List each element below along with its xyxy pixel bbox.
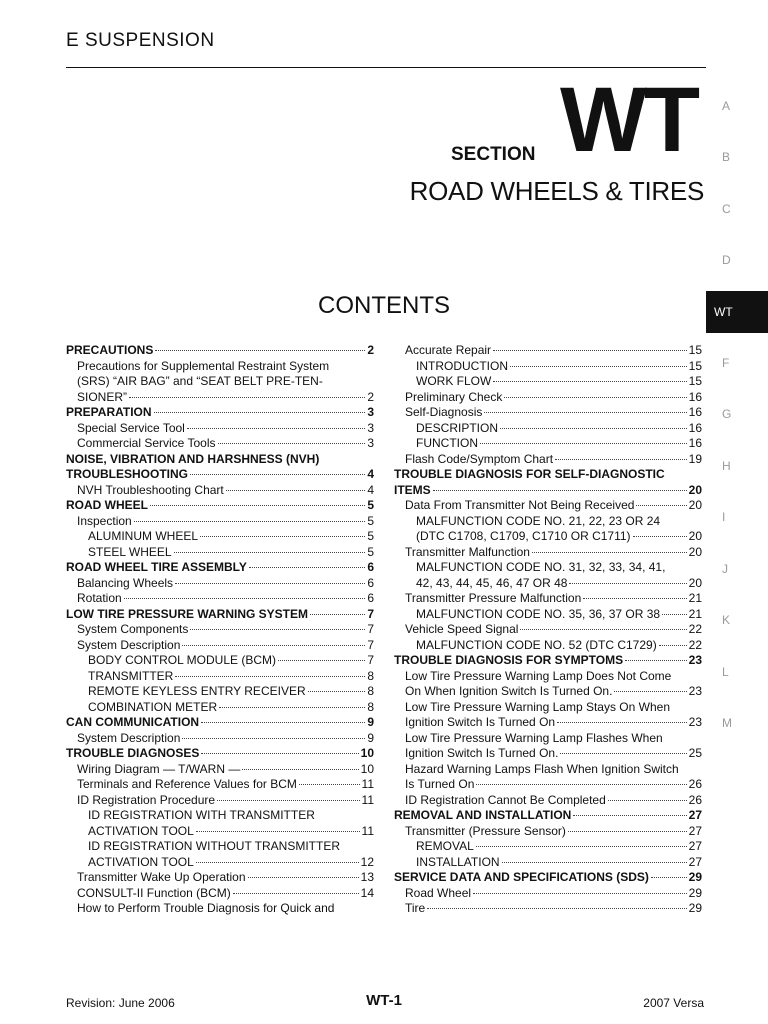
header-rule — [66, 67, 706, 68]
toc-leader-dots — [504, 396, 686, 398]
toc-entry-page: 3 — [367, 436, 374, 450]
footer-page-id: WT-1 — [366, 992, 402, 1009]
toc-entry[interactable] — [394, 746, 702, 762]
toc-entry-text: SIONER” — [77, 389, 128, 404]
toc-entry[interactable] — [394, 421, 702, 437]
toc-right-column — [394, 343, 702, 917]
toc-entry[interactable] — [394, 901, 702, 917]
toc-leader-dots — [200, 535, 365, 537]
toc-entry-text: REMOTE KEYLESS ENTRY RECEIVER — [88, 684, 306, 698]
toc-entry-text: Inspection — [77, 513, 132, 528]
toc-entry-page: 11 — [361, 823, 374, 838]
toc-entry-page: 16 — [688, 405, 702, 419]
toc-entry[interactable] — [66, 777, 374, 793]
toc-entry[interactable] — [66, 669, 374, 685]
toc-entry[interactable] — [394, 669, 702, 685]
toc-entry-page: 16 — [688, 420, 702, 435]
toc-entry[interactable] — [394, 343, 702, 359]
toc-entry-page: 11 — [361, 777, 374, 791]
toc-entry[interactable] — [394, 514, 702, 530]
toc-entry[interactable] — [394, 715, 702, 731]
toc-entry-text: WORK FLOW — [416, 374, 492, 388]
toc-entry-text: PREPARATION — [66, 405, 152, 419]
toc-entry[interactable] — [66, 824, 374, 840]
toc-entry-page: 13 — [360, 870, 374, 884]
toc-entry-page: 27 — [688, 808, 702, 822]
toc-entry-text: Special Service Tool — [77, 420, 185, 435]
toc-leader-dots — [278, 659, 365, 661]
toc-entry-text: Ignition Switch Is Turned On — [405, 715, 556, 729]
side-index-tab-b[interactable]: B — [722, 150, 731, 165]
footer-model: 2007 Versa — [643, 996, 704, 1010]
toc-entry-text: SERVICE DATA AND SPECIFICATIONS (SDS) — [394, 870, 649, 884]
toc-entry-text: Terminals and Reference Values for BCM — [77, 777, 297, 791]
toc-entry[interactable] — [66, 483, 374, 499]
toc-leader-dots — [484, 411, 686, 413]
toc-leader-dots — [201, 721, 365, 723]
toc-leader-dots — [182, 644, 365, 646]
toc-entry[interactable] — [66, 886, 374, 902]
toc-leader-dots — [129, 396, 365, 398]
toc-entry[interactable] — [394, 560, 702, 576]
toc-entry-text: (DTC C1708, C1709, C1710 OR C1711) — [416, 529, 631, 543]
toc-entry-text: TROUBLE DIAGNOSIS FOR SELF-DIAGNOSTIC — [394, 467, 665, 481]
toc-leader-dots — [476, 783, 686, 785]
toc-entry-text: ID REGISTRATION WITHOUT TRANSMITTER — [88, 839, 340, 853]
toc-entry[interactable] — [394, 808, 702, 824]
toc-entry-page: 29 — [688, 870, 702, 884]
toc-entry-text: Accurate Repair — [405, 343, 492, 357]
toc-entry-page: 10 — [360, 761, 374, 776]
toc-leader-dots — [154, 411, 366, 413]
side-index-tab-h[interactable]: H — [722, 458, 731, 473]
toc-entry[interactable] — [394, 359, 702, 375]
toc-entry-page: 5 — [367, 513, 374, 528]
toc-entry[interactable] — [394, 762, 702, 778]
toc-entry-page: 6 — [367, 591, 374, 605]
toc-entry-page: 25 — [688, 746, 702, 760]
toc-entry[interactable] — [66, 467, 374, 483]
toc-entry-page: 9 — [367, 715, 374, 729]
toc-entry-page: 4 — [367, 482, 374, 497]
toc-entry[interactable] — [394, 700, 702, 716]
toc-leader-dots — [310, 613, 365, 615]
toc-entry-page: 14 — [360, 885, 374, 900]
toc-leader-dots — [651, 876, 687, 878]
side-index-tab-l[interactable]: L — [722, 664, 729, 679]
toc-entry-text: Low Tire Pressure Warning Lamp Stays On When — [405, 699, 670, 714]
side-index-tab-f[interactable]: F — [722, 355, 730, 370]
toc-entry[interactable] — [66, 731, 374, 747]
toc-entry[interactable] — [66, 762, 374, 778]
side-index-tab-m[interactable]: M — [722, 716, 732, 731]
toc-entry-page: 27 — [688, 854, 702, 869]
toc-entry[interactable] — [66, 901, 374, 917]
toc-entry-page: 6 — [367, 575, 374, 590]
toc-leader-dots — [510, 365, 687, 367]
toc-leader-dots — [625, 659, 687, 661]
toc-entry-page: 3 — [367, 420, 374, 435]
toc-entry-page: 3 — [367, 405, 374, 419]
toc-entry[interactable] — [394, 622, 702, 638]
toc-entry-text: DESCRIPTION — [416, 420, 499, 435]
toc-leader-dots — [560, 752, 686, 754]
toc-entry-page: 15 — [688, 374, 702, 388]
toc-leader-dots — [480, 442, 687, 444]
toc-entry-text: ID Registration Procedure — [77, 792, 216, 807]
toc-entry-text: Balancing Wheels — [77, 575, 174, 590]
toc-entry[interactable] — [66, 343, 374, 359]
toc-entry[interactable] — [66, 870, 374, 886]
toc-entry[interactable] — [66, 560, 374, 576]
toc-entry[interactable] — [66, 746, 374, 762]
toc-leader-dots — [299, 783, 360, 785]
toc-entry-text: System Description — [77, 637, 181, 652]
toc-entry-page: 15 — [688, 343, 702, 357]
toc-leader-dots — [573, 814, 686, 816]
toc-entry-page: 29 — [688, 885, 702, 900]
toc-leader-dots — [242, 768, 358, 770]
toc-leader-dots — [124, 597, 366, 599]
side-index-tab-g[interactable]: G — [722, 407, 732, 422]
side-index-tab-j[interactable]: J — [722, 561, 728, 576]
toc-entry-text: ID Registration Cannot Be Completed — [405, 792, 606, 807]
toc-entry-text: Low Tire Pressure Warning Lamp Does Not Come — [405, 668, 672, 683]
toc-entry-text: Rotation — [77, 591, 122, 605]
toc-entry[interactable] — [66, 545, 374, 561]
toc-entry[interactable] — [394, 374, 702, 390]
toc-entry-text: REMOVAL AND INSTALLATION — [394, 808, 572, 822]
side-index — [706, 80, 768, 749]
toc-left-column — [66, 343, 374, 917]
toc-entry-text: CAN COMMUNICATION — [66, 715, 200, 729]
toc-entry-page: 12 — [360, 854, 374, 869]
toc-entry-text: Data From Transmitter Not Being Received — [405, 498, 635, 512]
toc-entry-page: 8 — [367, 668, 374, 683]
toc-leader-dots — [427, 907, 686, 909]
toc-entry[interactable] — [66, 405, 374, 421]
toc-entry-text: ID REGISTRATION WITH TRANSMITTER — [88, 808, 315, 822]
toc-entry-text: ACTIVATION TOOL — [88, 854, 194, 869]
toc-entry-text: INTRODUCTION — [416, 358, 508, 373]
toc-entry-page: 15 — [688, 358, 702, 373]
toc-leader-dots — [568, 830, 687, 832]
toc-entry-page: 22 — [688, 622, 702, 636]
toc-entry[interactable] — [66, 498, 374, 514]
toc-entry-page: 22 — [688, 637, 702, 652]
toc-entry[interactable] — [66, 359, 374, 375]
toc-entry-page: 2 — [367, 389, 374, 404]
header-title: E SUSPENSION — [66, 30, 215, 51]
toc-entry-page: 19 — [688, 451, 702, 466]
toc-leader-dots — [174, 551, 366, 553]
toc-entry-page: 20 — [688, 482, 702, 497]
toc-leader-dots — [569, 582, 686, 584]
toc-leader-dots — [532, 551, 687, 553]
toc-entry-page: 9 — [367, 730, 374, 745]
toc-entry-text: (SRS) “AIR BAG” and “SEAT BELT PRE-TEN- — [77, 374, 323, 388]
toc-entry-text: Low Tire Pressure Warning Lamp Flashes When — [405, 730, 663, 745]
toc-leader-dots — [190, 473, 365, 475]
toc-entry-text: Precautions for Supplemental Restraint System — [77, 358, 330, 373]
toc-leader-dots — [248, 876, 359, 878]
toc-entry-page: 7 — [367, 637, 374, 652]
toc-entry[interactable] — [394, 793, 702, 809]
toc-entry-page: 27 — [688, 823, 702, 838]
toc-entry-page: 8 — [367, 684, 374, 698]
toc-entry[interactable] — [394, 436, 702, 452]
toc-entry-text: Wiring Diagram — T/WARN — — [77, 761, 241, 776]
toc-entry-text: Road Wheel — [405, 885, 472, 900]
toc-entry[interactable] — [66, 576, 374, 592]
toc-entry[interactable] — [66, 855, 374, 871]
toc-entry-text: System Description — [77, 730, 181, 745]
toc-entry-page: 23 — [688, 715, 702, 729]
toc-entry-text: LOW TIRE PRESSURE WARNING SYSTEM — [66, 606, 309, 621]
toc-entry-page: 2 — [367, 343, 374, 357]
toc-entry[interactable] — [66, 529, 374, 545]
toc-entry[interactable] — [394, 824, 702, 840]
toc-entry[interactable] — [394, 855, 702, 871]
toc-entry-text: STEEL WHEEL — [88, 544, 172, 559]
toc-entry-page: 23 — [688, 684, 702, 698]
toc-entry-page: 29 — [688, 901, 702, 915]
toc-entry-text: REMOVAL — [416, 839, 474, 853]
toc-entry-text: Tire — [405, 901, 426, 915]
toc-entry[interactable] — [66, 622, 374, 638]
toc-leader-dots — [217, 799, 359, 801]
toc-entry-text: MALFUNCTION CODE NO. 35, 36, 37 OR 38 — [416, 606, 661, 621]
toc-entry[interactable] — [394, 452, 702, 468]
section-code: WT — [560, 69, 698, 171]
toc-leader-dots — [190, 628, 365, 630]
toc-entry-page: 5 — [367, 529, 374, 543]
toc-entry[interactable] — [394, 591, 702, 607]
toc-leader-dots — [614, 690, 686, 692]
toc-entry-text: TRANSMITTER — [88, 668, 174, 683]
toc-entry-page: 26 — [688, 777, 702, 791]
toc-entry-text: ROAD WHEEL — [66, 498, 148, 512]
toc-leader-dots — [555, 458, 687, 460]
toc-entry-page: 20 — [688, 498, 702, 512]
toc-entry-page: 20 — [688, 575, 702, 590]
toc-entry[interactable] — [66, 390, 374, 406]
side-index-tab-wt[interactable]: WT — [706, 291, 768, 333]
toc-entry[interactable] — [66, 700, 374, 716]
footer-revision: Revision: June 2006 — [66, 996, 175, 1010]
toc-entry-text: NOISE, VIBRATION AND HARSHNESS (NVH) — [66, 451, 320, 466]
toc-entry-text: Ignition Switch Is Turned On. — [405, 746, 559, 760]
toc-entry[interactable] — [394, 545, 702, 561]
toc-entry-page: 20 — [688, 529, 702, 543]
toc-leader-dots — [196, 830, 360, 832]
toc-leader-dots — [493, 380, 686, 382]
section-label: SECTION — [451, 144, 536, 165]
toc-entry-text: System Components — [77, 622, 189, 636]
toc-leader-dots — [557, 721, 687, 723]
toc-entry[interactable] — [66, 421, 374, 437]
toc-leader-dots — [175, 582, 365, 584]
toc-entry[interactable] — [66, 653, 374, 669]
toc-leader-dots — [473, 892, 687, 894]
toc-entry[interactable] — [394, 467, 702, 483]
toc-entry[interactable] — [394, 483, 702, 499]
toc-entry-text: Transmitter Pressure Malfunction — [405, 591, 582, 605]
toc-entry-text: Self-Diagnosis — [405, 405, 483, 419]
toc-entry[interactable] — [66, 514, 374, 530]
toc-entry[interactable] — [394, 886, 702, 902]
toc-entry-text: ROAD WHEEL TIRE ASSEMBLY — [66, 560, 247, 574]
toc-entry[interactable] — [394, 390, 702, 406]
toc-entry[interactable] — [394, 607, 702, 623]
toc-entry-page: 21 — [688, 606, 702, 621]
toc-entry-page: 6 — [367, 560, 374, 574]
toc-entry-page: 10 — [360, 746, 374, 760]
toc-entry-text: TROUBLE DIAGNOSIS FOR SYMPTOMS — [394, 653, 624, 667]
toc-leader-dots — [187, 427, 365, 429]
toc-entry[interactable] — [394, 638, 702, 654]
toc-leader-dots — [226, 489, 366, 491]
toc-entry-page: 8 — [367, 699, 374, 714]
toc-leader-dots — [633, 535, 687, 537]
toc-entry-text: TROUBLESHOOTING — [66, 467, 188, 481]
toc-entry-page: 5 — [367, 498, 374, 512]
toc-entry-page: 16 — [688, 389, 702, 404]
toc-entry-text: Preliminary Check — [405, 389, 503, 404]
toc-entry-page: 21 — [688, 591, 702, 605]
toc-entry-text: TROUBLE DIAGNOSES — [66, 746, 200, 760]
toc-leader-dots — [662, 613, 687, 615]
toc-entry[interactable] — [394, 405, 702, 421]
toc-entry[interactable] — [66, 808, 374, 824]
toc-entry-page: 7 — [367, 653, 374, 667]
toc-entry[interactable] — [66, 591, 374, 607]
toc-entry[interactable] — [66, 715, 374, 731]
toc-entry-text: ITEMS — [394, 482, 431, 497]
toc-entry-text: MALFUNCTION CODE NO. 31, 32, 33, 34, 41, — [416, 560, 666, 574]
toc-entry-text: Hazard Warning Lamps Flash When Ignition Switch — [405, 761, 679, 776]
toc-entry[interactable] — [66, 684, 374, 700]
toc-entry-text: FUNCTION — [416, 436, 478, 450]
toc-leader-dots — [636, 504, 686, 506]
toc-entry-text: Flash Code/Symptom Chart — [405, 451, 554, 466]
toc-entry-text: ACTIVATION TOOL — [88, 823, 194, 838]
toc-entry-text: MALFUNCTION CODE NO. 21, 22, 23 OR 24 — [416, 513, 661, 528]
toc-entry-text: MALFUNCTION CODE NO. 52 (DTC C1729) — [416, 637, 657, 652]
toc-entry-page: 26 — [688, 792, 702, 807]
toc-entry-text: BODY CONTROL MODULE (BCM) — [88, 653, 277, 667]
toc-entry-page: 7 — [367, 606, 374, 621]
side-index-tab-d[interactable]: D — [722, 253, 731, 268]
toc-leader-dots — [233, 892, 359, 894]
toc-entry-text: On When Ignition Switch Is Turned On. — [405, 684, 613, 698]
toc-entry[interactable] — [394, 839, 702, 855]
toc-entry[interactable] — [394, 529, 702, 545]
toc-entry-page: 4 — [367, 467, 374, 481]
toc-entry[interactable] — [394, 870, 702, 886]
toc-leader-dots — [150, 504, 365, 506]
toc-entry-text: ALUMINUM WHEEL — [88, 529, 199, 543]
toc-entry-text: COMBINATION METER — [88, 699, 218, 714]
toc-leader-dots — [201, 752, 358, 754]
toc-entry-page: 20 — [688, 544, 702, 559]
toc-entry[interactable] — [394, 731, 702, 747]
toc-entry-text: PRECAUTIONS — [66, 343, 154, 357]
toc-leader-dots — [134, 520, 366, 522]
toc-entry-page: 23 — [688, 653, 702, 667]
toc-leader-dots — [493, 349, 687, 351]
toc-entry-page: 27 — [688, 839, 702, 853]
toc-entry-page: 16 — [688, 436, 702, 450]
toc-leader-dots — [218, 442, 366, 444]
toc-leader-dots — [476, 845, 687, 847]
toc-leader-dots — [155, 349, 365, 351]
toc-entry[interactable] — [394, 576, 702, 592]
toc-entry[interactable] — [394, 777, 702, 793]
toc-leader-dots — [175, 675, 365, 677]
toc-entry[interactable] — [66, 452, 374, 468]
toc-entry[interactable] — [394, 498, 702, 514]
section-name: ROAD WHEELS & TIRES — [409, 176, 704, 206]
toc-entry-page: 5 — [367, 544, 374, 559]
toc-entry[interactable] — [66, 607, 374, 623]
toc-entry-text: Transmitter (Pressure Sensor) — [405, 823, 566, 838]
toc-entry[interactable] — [66, 839, 374, 855]
toc-entry-text: NVH Troubleshooting Chart — [77, 482, 224, 497]
toc-entry[interactable] — [394, 684, 702, 700]
toc-leader-dots — [502, 861, 687, 863]
toc-entry-text: How to Perform Trouble Diagnosis for Quick and — [77, 901, 335, 915]
side-index-tab-a[interactable]: A — [722, 98, 731, 113]
toc-entry-page: 11 — [361, 792, 374, 807]
toc-entry-text: Transmitter Malfunction — [405, 544, 530, 559]
toc-leader-dots — [196, 861, 359, 863]
toc-entry[interactable] — [66, 638, 374, 654]
toc-entry-text: Is Turned On — [405, 777, 475, 791]
side-index-tab-i[interactable]: I — [722, 510, 726, 525]
toc-leader-dots — [219, 706, 365, 708]
toc-entry[interactable] — [394, 653, 702, 669]
toc-leader-dots — [433, 489, 687, 491]
side-index-tab-k[interactable]: K — [722, 613, 731, 628]
toc-leader-dots — [583, 597, 686, 599]
toc-entry-text: Transmitter Wake Up Operation — [77, 870, 246, 884]
toc-entry[interactable] — [66, 436, 374, 452]
contents-title: CONTENTS — [318, 292, 450, 319]
toc-leader-dots — [520, 628, 686, 630]
toc-leader-dots — [308, 690, 366, 692]
side-index-tab-c[interactable]: C — [722, 201, 731, 216]
toc-entry[interactable] — [66, 793, 374, 809]
toc-entry-text: CONSULT-II Function (BCM) — [77, 885, 231, 900]
toc-entry-text: INSTALLATION — [416, 854, 500, 869]
toc-entry-text: 42, 43, 44, 45, 46, 47 OR 48 — [416, 575, 568, 590]
toc-leader-dots — [182, 737, 365, 739]
toc-entry[interactable] — [66, 374, 374, 390]
toc-leader-dots — [608, 799, 687, 801]
toc-leader-dots — [249, 566, 365, 568]
toc-leader-dots — [500, 427, 687, 429]
toc-entry-text: Vehicle Speed Signal — [405, 622, 519, 636]
toc-leader-dots — [659, 644, 687, 646]
toc-entry-page: 7 — [367, 622, 374, 636]
toc-entry-text: Commercial Service Tools — [77, 436, 216, 450]
